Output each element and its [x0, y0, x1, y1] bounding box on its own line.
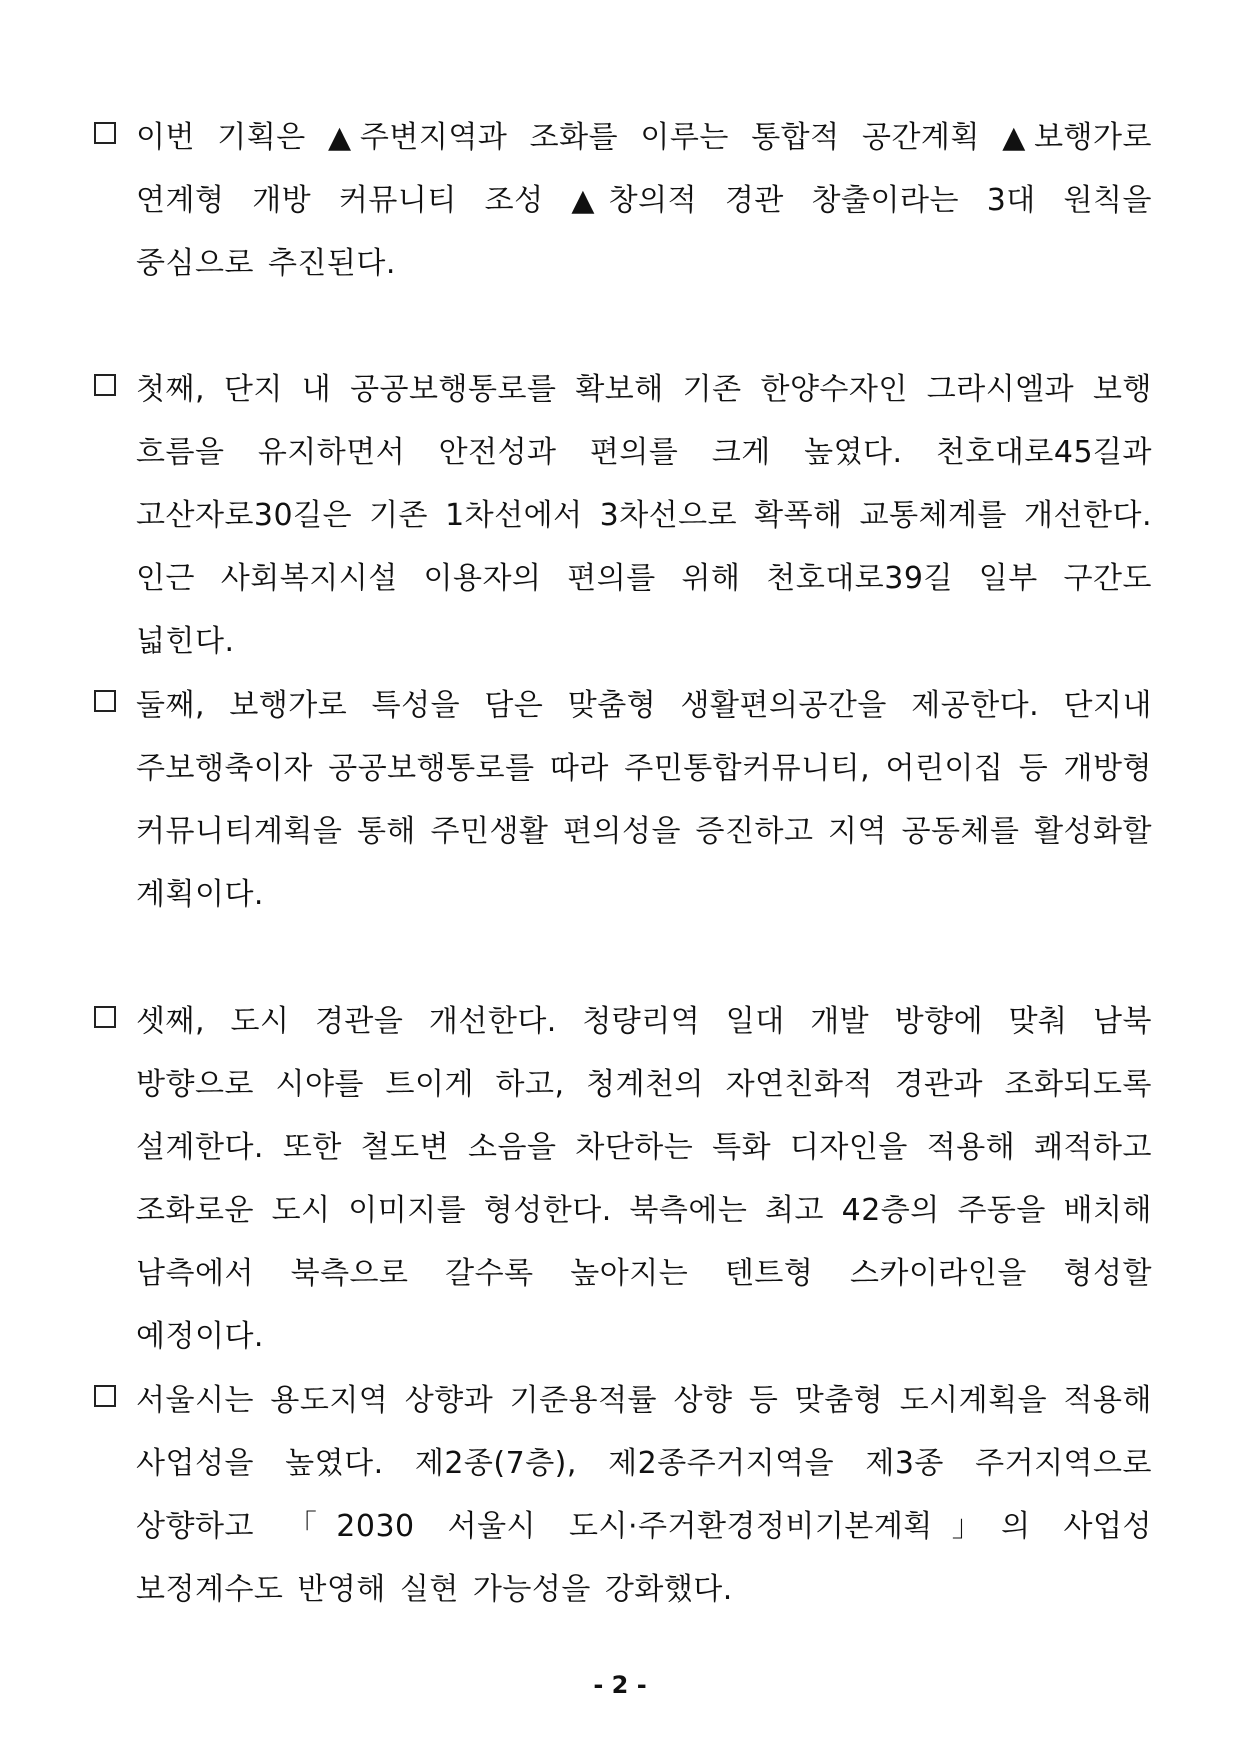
paragraph-text: 둘째, 보행가로 특성을 담은 맞춤형 생활편의공간을 제공한다. 단지내 주보행축이자 공공보행통로를 따라 주민통합커뮤니티, 어린이집 등 개방형 커뮤니티계획을 통해 주민생활 편의성을 증진하고 지역 공동체를 활성화할 계획이다.: [136, 688, 1152, 912]
page-number: - 2 -: [593, 1671, 647, 1699]
paragraph: [94, 1369, 1152, 1621]
checkbox-bullet-icon: [94, 122, 116, 144]
paragraph-text: 셋째, 도시 경관을 개선한다. 청량리역 일대 개발 방향에 맞춰 남북 방향으로 시야를 트이게 하고, 청계천의 자연친화적 경관과 조화되도록 설계한다. 또한 철도변 소음을 차단하는 특화 디자인을 적용해 쾌적하고 조화로운 도시 이미지를 형성한다. 북측에는 최고 42층의 주동을 배치해 남측에서 북측으로 갈수록 높아지는 텐트형 스카이라인을 형성할 예정이다.: [136, 1004, 1152, 1354]
paragraph-text: 이번 기획은 ▲주변지역과 조화를 이루는 통합적 공간계획 ▲보행가로 연계형 개방 커뮤니티 조성 ▲창의적 경관 창출이라는 3대 원칙을 중심으로 추진된다.: [136, 120, 1152, 281]
paragraph: [94, 674, 1152, 926]
paragraph-text: 첫째, 단지 내 공공보행통로를 확보해 기존 한양수자인 그라시엘과 보행 흐름을 유지하면서 안전성과 편의를 크게 높였다. 천호대로45길과 고산자로30길은 기존 1차선에서 3차선으로 확폭해 교통체계를 개선한다. 인근 사회복지시설 이용자의 편의를 위해 천호대로39길 일부 구간도 넓힌다.: [136, 372, 1152, 659]
paragraph: [94, 106, 1152, 295]
checkbox-bullet-icon: [94, 374, 116, 396]
paragraph: [94, 990, 1152, 1368]
checkbox-bullet-icon: [94, 690, 116, 712]
paragraph: [94, 358, 1152, 673]
checkbox-bullet-icon: [94, 1006, 116, 1028]
paragraph-text: 서울시는 용도지역 상향과 기준용적률 상향 등 맞춤형 도시계획을 적용해 사업성을 높였다. 제2종(7층), 제2종주거지역을 제3종 주거지역으로 상향하고 「2030 서울시 도시·주거환경정비기본계획」의 사업성 보정계수도 반영해 실현 가능성을 강화했다.: [136, 1383, 1152, 1607]
checkbox-bullet-icon: [94, 1385, 116, 1407]
